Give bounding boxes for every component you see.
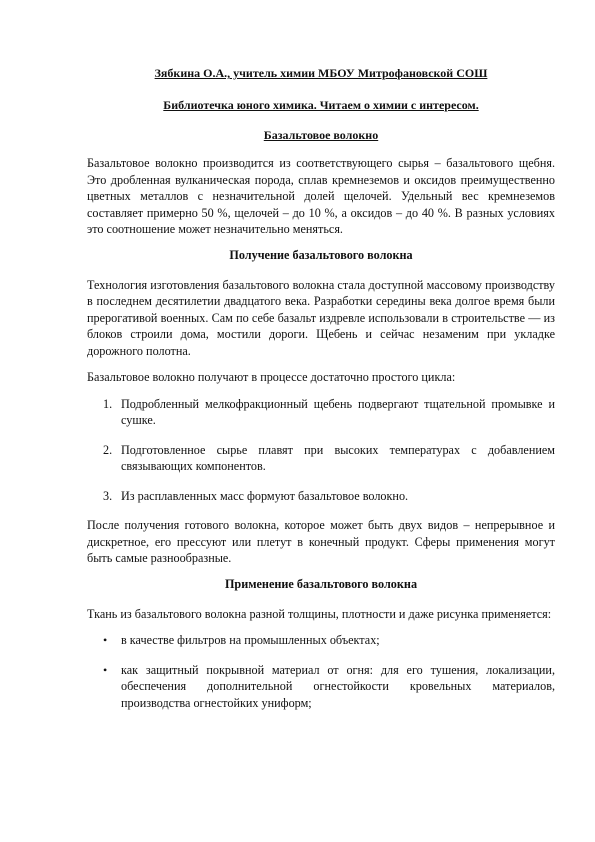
list-item	[87, 488, 555, 505]
series-title: Библиотечка юного химика. Читаем о химии с интересом.	[163, 98, 479, 112]
production-paragraph-2: Базальтовое волокно получают в процессе достаточно простого цикла:	[87, 370, 456, 384]
step-text: Подготовленное сырье плавят при высоких температурах с добавлением связывающих компонентов.	[121, 442, 555, 473]
intro-paragraph: Базальтовое волокно производится из соответствующего сырья – базальтового щебня. Это дробленная вулканическая порода, сплав кремнеземов и оксидов преимущественно цветных металлов с незначительной долей щелочей. Удельный вес кремнеземов составляет примерно 50 %, щелочей – до 10 %, а оксидов – до 40 %. В разных условиях это соотношение может незначительно меняться.	[87, 156, 555, 236]
use-text: в качестве фильтров на промышленных объектах;	[121, 633, 380, 647]
list-item	[87, 442, 555, 475]
use-text: как защитный покрывной материал от огня: для его тушения, локализации, обеспечения дополнительной огнестойкости кровельных материалов, производства огнестойких униформ;	[121, 662, 555, 710]
production-paragraph-1: Технология изготовления базальтового волокна стала доступной массовому производству в последнем десятилетии двадцатого века. Разработки середины века долгое время были прерогативой военных. Сам по себе базальт издревле использовали в строительстве — из блоков строили дома, мостили дороги. Щебень и сейчас незаменим при укладке дорожного полотна.	[87, 277, 555, 358]
document-body	[87, 66, 555, 724]
application-uses-list	[87, 632, 555, 711]
author-line: Зябкина О.А., учитель химии МБОУ Митрофановской СОШ	[154, 66, 488, 80]
step-number: 3.	[103, 488, 113, 503]
list-item	[87, 662, 555, 712]
list-item	[87, 396, 555, 429]
production-paragraph-3: После получения готового волокна, которое может быть двух видов – непрерывное и дискретное, его прессуют или плетут в конечный продукт. Сферы применения могут быть самые разнообразные.	[87, 518, 555, 565]
step-number: 1.	[103, 396, 113, 411]
bullet-icon: •	[103, 662, 108, 677]
application-paragraph-1: Ткань из базальтового волокна разной толщины, плотности и даже рисунка применяется:	[87, 606, 552, 621]
step-number: 2.	[103, 442, 113, 457]
list-item	[87, 632, 555, 649]
section-heading-application: Применение базальтового волокна	[224, 576, 418, 591]
step-text: Из расплавленных масс формуют базальтовое волокно.	[121, 488, 409, 503]
article-title: Базальтовое волокно	[263, 128, 379, 142]
section-heading-production: Получение базальтового волокна	[229, 247, 413, 262]
bullet-icon: •	[103, 633, 108, 647]
step-text: Подробленный мелкофракционный щебень подвергают тщательной промывке и сушке.	[121, 396, 555, 427]
production-steps-list	[87, 396, 555, 505]
